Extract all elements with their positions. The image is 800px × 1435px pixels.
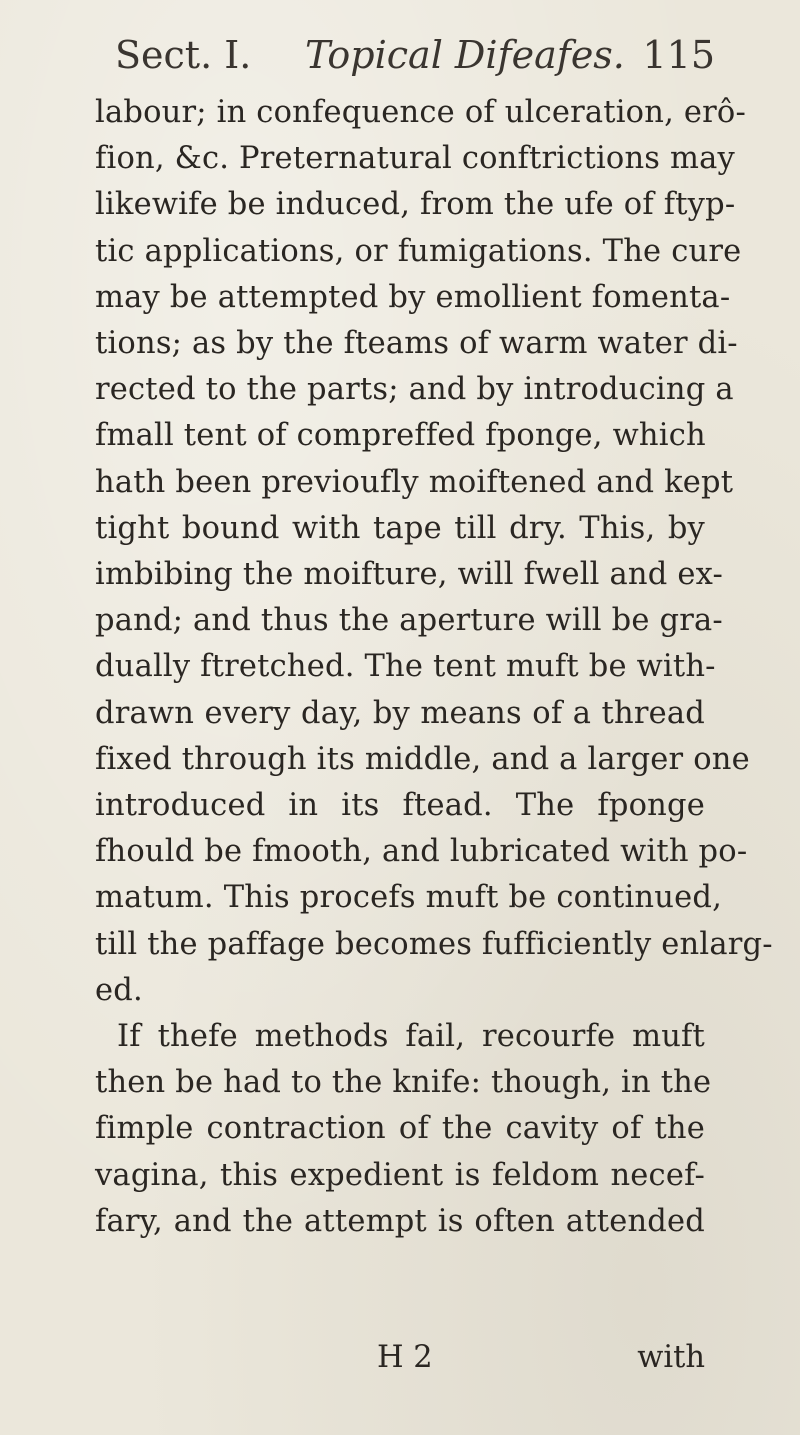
text-line: fmall tent of compreffed fponge, which xyxy=(95,418,706,454)
text-line: pand; and thus the aperture will be gra- xyxy=(95,603,723,639)
text-line: rected to the parts; and by introducing a xyxy=(95,372,734,408)
text-line: tic applications, or fumigations. The cure xyxy=(95,233,742,269)
text-line: may be attempted by emollient fomenta- xyxy=(95,279,731,315)
running-head xyxy=(115,30,715,80)
text-line: then be had to the knife: though, in the xyxy=(95,1065,712,1101)
page-number: 115 xyxy=(642,33,715,77)
text-line: ed. xyxy=(95,972,143,1008)
text-line: vagina, this expedient is feldom necef- xyxy=(95,1157,705,1193)
text-line: fary, and the attempt is often attended xyxy=(95,1203,705,1239)
text-line: labour; in confequence of ulceration, erô- xyxy=(95,95,746,130)
text-line: dually ftretched. The tent muft be with- xyxy=(95,649,716,685)
text-line: tight bound with tape till dry. This, by xyxy=(95,510,705,546)
text-line: matum. This procefs muft be continued, xyxy=(95,880,722,916)
text-line: fhould be fmooth, and lubricated with po- xyxy=(95,834,748,870)
text-line: fixed through its middle, and a larger one xyxy=(95,741,750,777)
text-line: fion, &c. Preternatural conftrictions may xyxy=(95,141,735,177)
text-line: fimple contraction of the cavity of the xyxy=(95,1111,705,1147)
text-line: till the paffage becomes fufficiently enlarg- xyxy=(95,926,773,962)
text-line: tions; as by the fteams of warm water di- xyxy=(95,326,738,362)
signature-mark: H 2 xyxy=(377,1340,433,1375)
catchline xyxy=(95,1335,705,1381)
text-line: drawn every day, by means of a thread xyxy=(95,695,705,731)
text-line: introduced in its ftead. The fponge xyxy=(95,788,705,824)
body-text xyxy=(95,90,773,1245)
text-line: hath been previoufly moiftened and kept xyxy=(95,464,734,500)
text-line: If thefe methods fail, recourfe muft xyxy=(117,1019,705,1055)
text-line: imbibing the moifture, will fwell and ex- xyxy=(95,557,723,593)
catchword: with xyxy=(637,1340,705,1375)
section-label: Sect. I. xyxy=(115,33,252,77)
running-title: Topical Difeafes. xyxy=(305,33,625,77)
text-line: likewife be induced, from the ufe of ftyp- xyxy=(95,187,736,223)
